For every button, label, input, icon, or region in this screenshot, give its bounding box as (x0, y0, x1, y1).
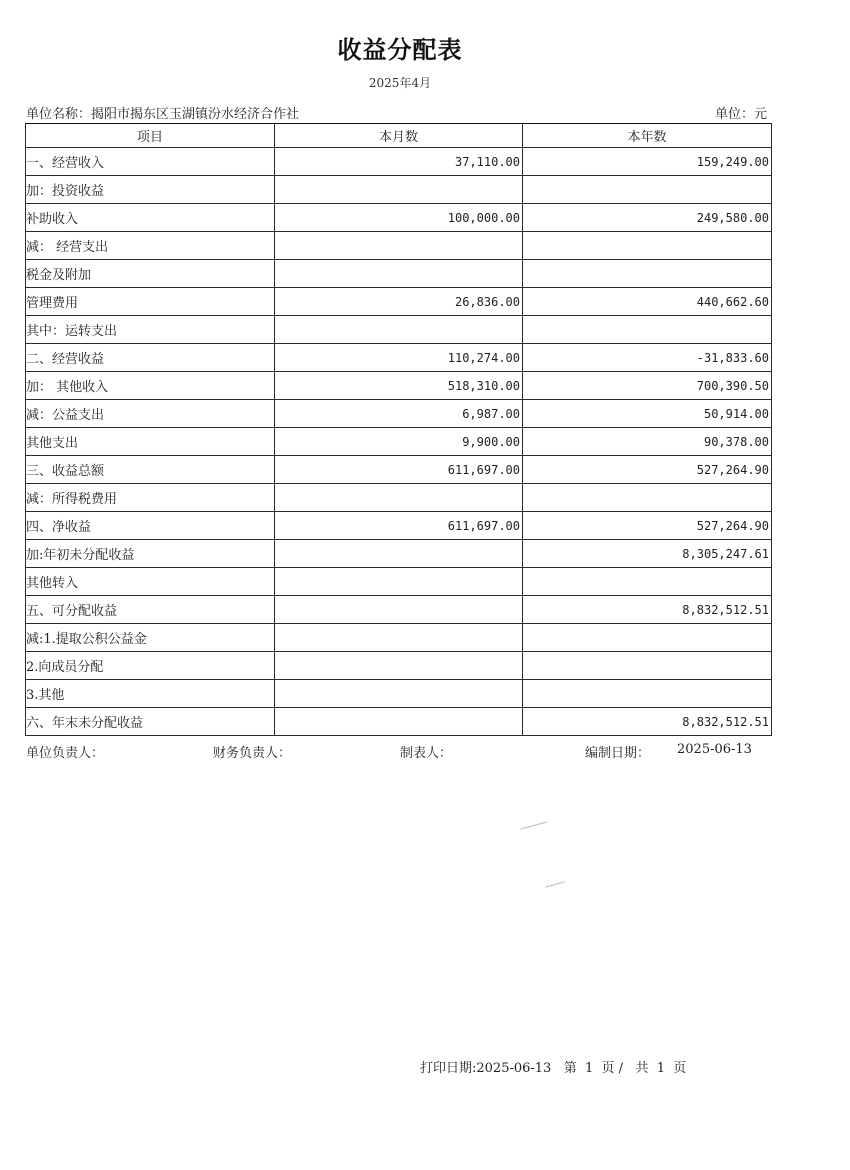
row-year-value: 440,662.60 (523, 288, 772, 316)
row-month-value (275, 232, 523, 260)
row-month-value: 518,310.00 (275, 372, 523, 400)
row-item-label: 四、净收益 (26, 512, 275, 540)
row-month-value (275, 568, 523, 596)
row-year-value: 527,264.90 (523, 456, 772, 484)
row-year-value (523, 568, 772, 596)
row-month-value (275, 652, 523, 680)
row-item-label: 加:年初未分配收益 (26, 540, 275, 568)
row-year-value: 249,580.00 (523, 204, 772, 232)
header-item: 项目 (26, 124, 275, 148)
finance-head-label: 财务负责人： (213, 746, 292, 761)
row-year-value (523, 176, 772, 204)
table-body (26, 148, 772, 736)
report-title: 收益分配表 (337, 36, 463, 64)
row-item-label: 其他转入 (26, 568, 275, 596)
row-year-value (523, 652, 772, 680)
table-row (26, 288, 772, 316)
scan-speck (545, 881, 565, 887)
currency-unit: 单位：元 (715, 107, 768, 122)
row-year-value (523, 316, 772, 344)
row-year-value: 50,914.00 (523, 400, 772, 428)
row-year-value (523, 680, 772, 708)
table-row (26, 372, 772, 400)
table-row (26, 652, 772, 680)
row-month-value: 6,987.00 (275, 400, 523, 428)
table-row (26, 456, 772, 484)
row-item-label: 补助收入 (26, 204, 275, 232)
table-row (26, 400, 772, 428)
row-month-value: 100,000.00 (275, 204, 523, 232)
row-month-value: 26,836.00 (275, 288, 523, 316)
print-info: 打印日期:2025-06-13 第 1 页 / 共 1 页 (420, 1061, 687, 1076)
row-item-label: 2.向成员分配 (26, 652, 275, 680)
table-row (26, 260, 772, 288)
table-row (26, 596, 772, 624)
scan-speck (520, 821, 547, 829)
row-year-value: 90,378.00 (523, 428, 772, 456)
row-item-label: 3.其他 (26, 680, 275, 708)
table-row (26, 680, 772, 708)
row-year-value (523, 232, 772, 260)
signature-footer (0, 742, 850, 762)
income-distribution-table (25, 123, 772, 736)
table-row (26, 148, 772, 176)
row-month-value (275, 624, 523, 652)
row-month-value (275, 176, 523, 204)
row-item-label: 其中：运转支出 (26, 316, 275, 344)
table-row (26, 204, 772, 232)
unit-name: 单位名称：揭阳市揭东区玉湖镇汾水经济合作社 (26, 107, 300, 122)
row-year-value: 159,249.00 (523, 148, 772, 176)
table-row (26, 232, 772, 260)
table-row (26, 708, 772, 736)
table-row (26, 316, 772, 344)
row-year-value (523, 260, 772, 288)
report-period: 2025年4月 (368, 76, 432, 90)
row-month-value (275, 680, 523, 708)
table-row (26, 344, 772, 372)
preparer-label: 制表人： (400, 746, 453, 761)
table-row (26, 512, 772, 540)
row-month-value (275, 540, 523, 568)
table-row (26, 568, 772, 596)
row-month-value: 110,274.00 (275, 344, 523, 372)
row-item-label: 税金及附加 (26, 260, 275, 288)
row-month-value (275, 708, 523, 736)
row-year-value: 8,832,512.51 (523, 708, 772, 736)
table-row (26, 540, 772, 568)
row-month-value (275, 260, 523, 288)
row-year-value: -31,833.60 (523, 344, 772, 372)
header-year: 本年数 (523, 124, 772, 148)
row-item-label: 减：公益支出 (26, 400, 275, 428)
row-item-label: 其他支出 (26, 428, 275, 456)
row-month-value: 9,900.00 (275, 428, 523, 456)
compile-date-value: 2025-06-13 (677, 742, 752, 757)
row-item-label: 减:1.提取公积公益金 (26, 624, 275, 652)
row-month-value: 611,697.00 (275, 456, 523, 484)
table-row (26, 428, 772, 456)
row-month-value (275, 596, 523, 624)
row-year-value: 8,305,247.61 (523, 540, 772, 568)
table-row (26, 176, 772, 204)
row-item-label: 三、收益总额 (26, 456, 275, 484)
row-month-value: 37,110.00 (275, 148, 523, 176)
row-item-label: 减： 经营支出 (26, 232, 275, 260)
row-item-label: 管理费用 (26, 288, 275, 316)
table-row (26, 624, 772, 652)
row-item-label: 五、可分配收益 (26, 596, 275, 624)
row-year-value: 8,832,512.51 (523, 596, 772, 624)
row-year-value (523, 624, 772, 652)
row-item-label: 减：所得税费用 (26, 484, 275, 512)
row-year-value: 700,390.50 (523, 372, 772, 400)
row-year-value (523, 484, 772, 512)
compile-date-label: 编制日期： (585, 746, 651, 761)
row-item-label: 六、年末未分配收益 (26, 708, 275, 736)
unit-head-label: 单位负责人： (26, 746, 105, 761)
header-month: 本月数 (275, 124, 523, 148)
row-item-label: 加： 其他收入 (26, 372, 275, 400)
row-month-value (275, 484, 523, 512)
row-item-label: 二、经营收益 (26, 344, 275, 372)
row-item-label: 加：投资收益 (26, 176, 275, 204)
row-month-value (275, 316, 523, 344)
row-year-value: 527,264.90 (523, 512, 772, 540)
row-item-label: 一、经营收入 (26, 148, 275, 176)
table-row (26, 484, 772, 512)
table-header-row (26, 124, 772, 148)
row-month-value: 611,697.00 (275, 512, 523, 540)
